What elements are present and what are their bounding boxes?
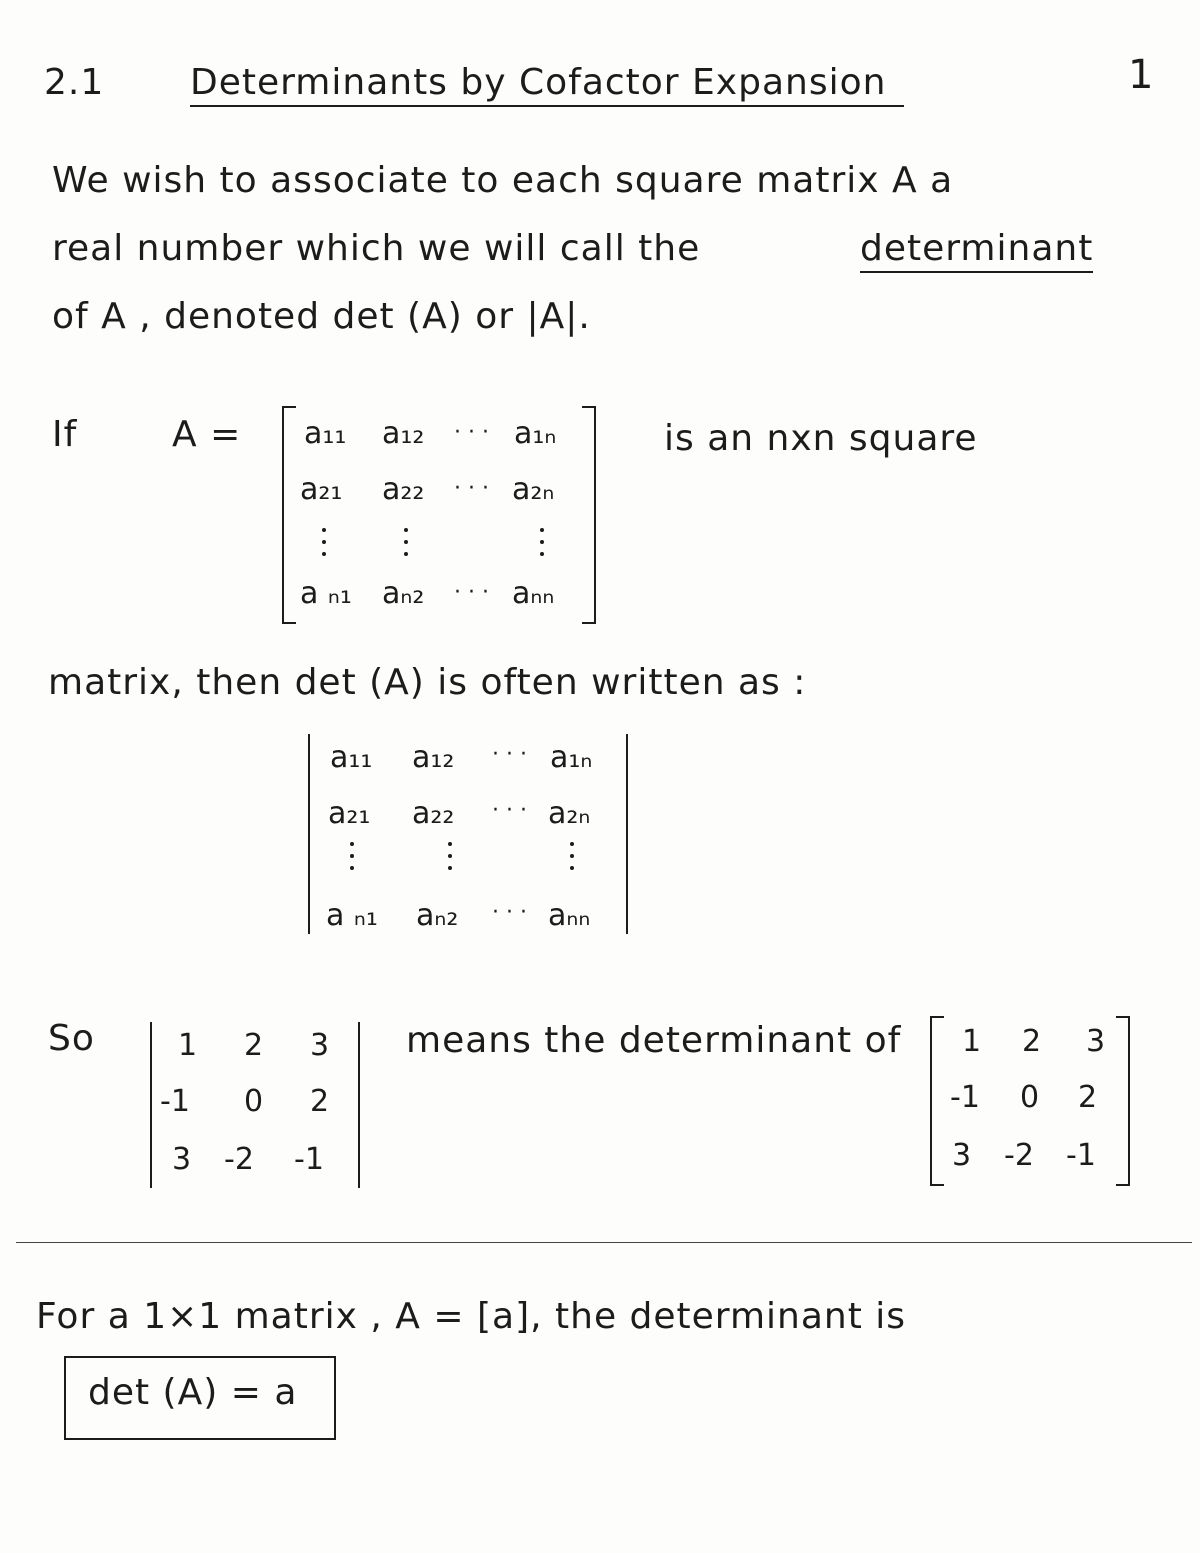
matrix-entry: 1 bbox=[178, 1028, 198, 1063]
general-determinant-bars bbox=[308, 734, 628, 934]
vertical-ellipsis bbox=[448, 842, 452, 878]
matrix-entry: aₙₙ bbox=[512, 576, 555, 611]
left-bracket bbox=[282, 406, 296, 624]
right-bracket bbox=[1116, 1016, 1130, 1186]
matrix-entry: a₂₁ bbox=[328, 796, 371, 831]
matrix-lhs: A = bbox=[172, 414, 242, 455]
numeric-determinant bbox=[150, 1022, 360, 1188]
matrix-entry: 3 bbox=[310, 1028, 330, 1063]
numeric-matrix-brackets bbox=[930, 1016, 1130, 1186]
page-number: 1 bbox=[1128, 52, 1154, 98]
section-divider bbox=[16, 1242, 1192, 1243]
horizontal-ellipsis: · · · bbox=[492, 798, 527, 823]
left-bracket bbox=[930, 1016, 944, 1186]
left-bar bbox=[150, 1022, 152, 1188]
intro-line-3: of A , denoted det (A) or |A|. bbox=[52, 296, 591, 337]
matrix-entry: -2 bbox=[1004, 1138, 1034, 1173]
matrix-entry: aₙ₂ bbox=[382, 576, 425, 611]
vertical-ellipsis bbox=[570, 842, 574, 878]
matrix-entry: 3 bbox=[1086, 1024, 1106, 1059]
section-number: 2.1 bbox=[44, 62, 105, 103]
matrix-entry: a₂₁ bbox=[300, 472, 343, 507]
boxed-formula: det (A) = a bbox=[88, 1372, 298, 1413]
matrix-entry: a₂₂ bbox=[412, 796, 455, 831]
matrix-entry: a₂ₙ bbox=[548, 796, 591, 831]
matrix-entry: a ₙ₁ bbox=[300, 576, 352, 611]
right-bar bbox=[626, 734, 628, 934]
matrix-entry: 2 bbox=[1078, 1080, 1098, 1115]
matrix-entry: a₂ₙ bbox=[512, 472, 555, 507]
matrix-entry: 2 bbox=[310, 1084, 330, 1119]
matrix-entry: a ₙ₁ bbox=[326, 898, 378, 933]
matrix-entry: a₂₂ bbox=[382, 472, 425, 507]
intro-line-1: We wish to associate to each square matrix A a bbox=[52, 160, 954, 201]
one-by-one-line: For a 1×1 matrix , A = [a], the determinant is bbox=[36, 1296, 907, 1337]
matrix-entry: 2 bbox=[1022, 1024, 1042, 1059]
vertical-ellipsis bbox=[540, 528, 544, 564]
matrix-entry: 0 bbox=[1020, 1080, 1040, 1115]
vertical-ellipsis bbox=[322, 528, 326, 564]
matrix-entry: aₙₙ bbox=[548, 898, 591, 933]
matrix-entry: a₁₂ bbox=[382, 416, 425, 451]
horizontal-ellipsis: · · · bbox=[454, 476, 489, 501]
matrix-entry: 2 bbox=[244, 1028, 264, 1063]
section-title: Determinants by Cofactor Expansion bbox=[190, 62, 904, 107]
determinant-term: determinant bbox=[860, 228, 1093, 273]
matrix-entry: a₁₁ bbox=[304, 416, 347, 451]
nxn-square-text: is an nxn square bbox=[664, 418, 978, 459]
matrix-entry: a₁₂ bbox=[412, 740, 455, 775]
matrix-entry: -2 bbox=[224, 1142, 254, 1177]
matrix-entry: a₁₁ bbox=[330, 740, 373, 775]
matrix-entry: 3 bbox=[952, 1138, 972, 1173]
intro-line-2: real number which we will call the bbox=[52, 228, 701, 269]
horizontal-ellipsis: · · · bbox=[492, 900, 527, 925]
vertical-ellipsis bbox=[404, 528, 408, 564]
matrix-entry: -1 bbox=[1066, 1138, 1096, 1173]
matrix-entry: a₁ₙ bbox=[514, 416, 557, 451]
matrix-entry: 3 bbox=[172, 1142, 192, 1177]
matrix-entry: -1 bbox=[294, 1142, 324, 1177]
right-bar bbox=[358, 1022, 360, 1188]
written-as-text: matrix, then det (A) is often written as : bbox=[48, 662, 807, 703]
means-text: means the determinant of bbox=[406, 1020, 902, 1061]
matrix-entry: -1 bbox=[950, 1080, 980, 1115]
right-bracket bbox=[582, 406, 596, 624]
horizontal-ellipsis: · · · bbox=[454, 580, 489, 605]
horizontal-ellipsis: · · · bbox=[454, 420, 489, 445]
left-bar bbox=[308, 734, 310, 934]
matrix-entry: aₙ₂ bbox=[416, 898, 459, 933]
if-word: If bbox=[52, 414, 78, 455]
matrix-entry: a₁ₙ bbox=[550, 740, 593, 775]
matrix-entry: 0 bbox=[244, 1084, 264, 1119]
so-word: So bbox=[48, 1018, 95, 1059]
general-matrix-brackets bbox=[282, 406, 596, 624]
horizontal-ellipsis: · · · bbox=[492, 742, 527, 767]
vertical-ellipsis bbox=[350, 842, 354, 878]
matrix-entry: 1 bbox=[962, 1024, 982, 1059]
matrix-entry: -1 bbox=[160, 1084, 190, 1119]
